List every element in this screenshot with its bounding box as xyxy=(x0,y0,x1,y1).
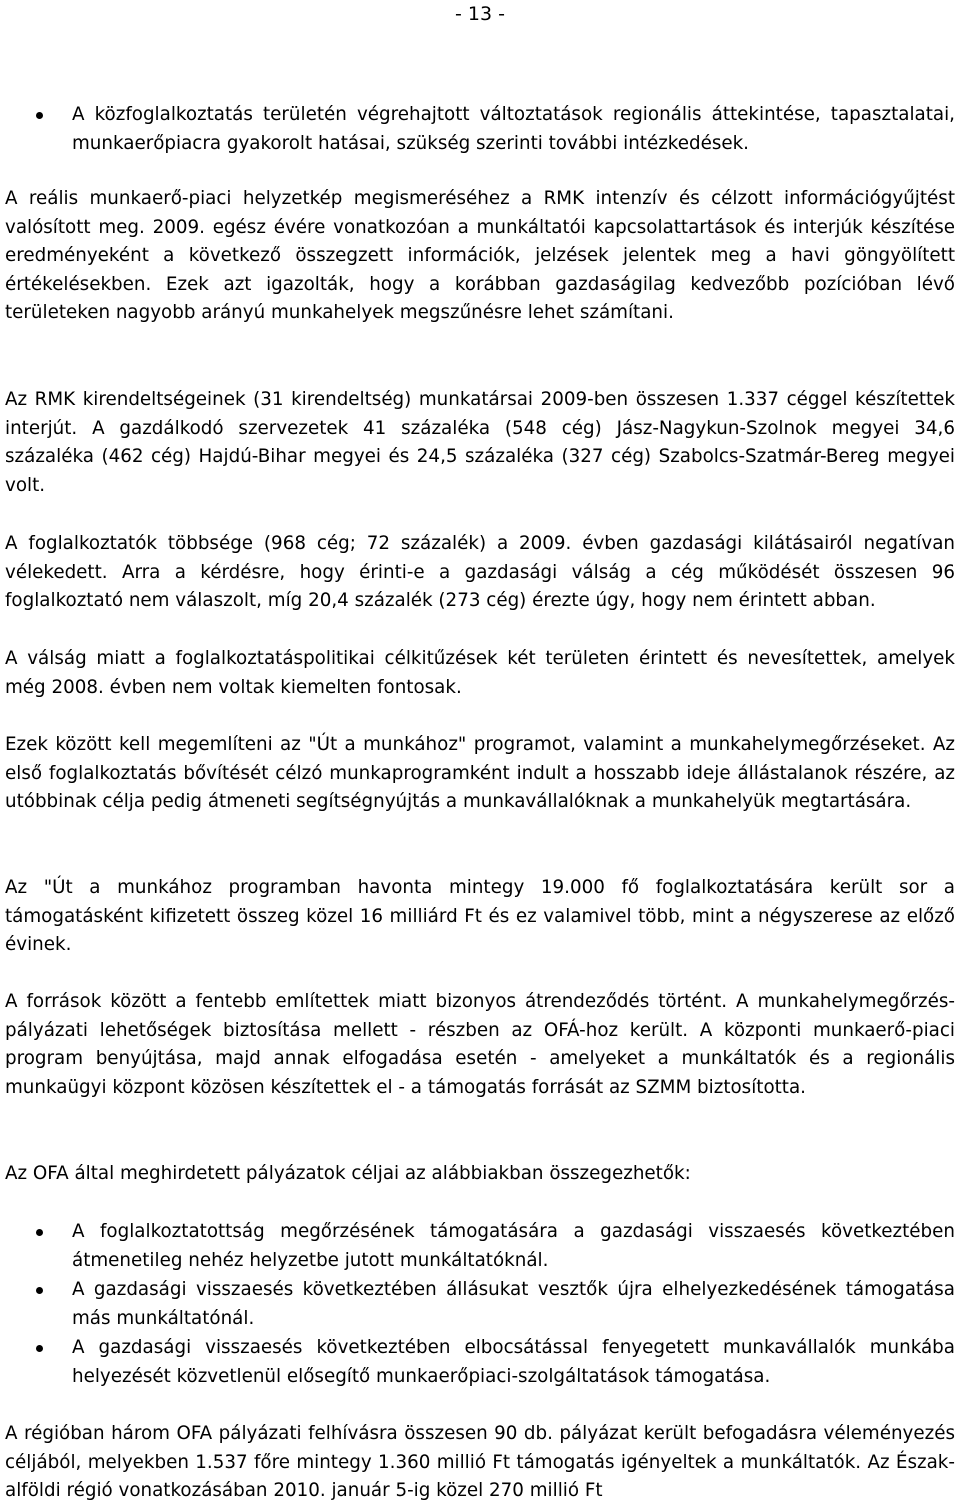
bullet-icon xyxy=(36,1345,43,1352)
intro-bullet-item xyxy=(5,101,955,158)
paragraph-funding-sources: A források között a fentebb említettek miatt bizonyos átrendeződés történt. A munkahelymegőrzés- pályázati lehetőségek biztosítása mellett - részben az OFÁ-hoz került. A központi munkaerő-piaci program benyújtása, majd annak elfogadása esetén - amelyeket a munkáltatók és a regionális munkaügyi központ közösen készítettek el - a támogatás forrását az SZMM biztosította. xyxy=(5,991,955,1098)
ofa-goal-item xyxy=(5,1334,955,1391)
paragraph-employer-outlook: A foglalkoztatók többsége (968 cég; 72 százalék) a 2009. évben gazdasági kilátásairól negatívan vélekedett. Arra a kérdésre, hogy érinti-e a gazdasági válság a cég működését összesen 96 foglalkoztató nem válaszolt, míg 20,4 százalék (273 cég) érezte úgy, hogy nem érintett abban. xyxy=(5,533,955,612)
ofa-goal-item xyxy=(5,1218,955,1275)
ofa-goal-text: A gazdasági visszaesés következtében elbocsátással fenyegetett munkavállalók munkába helyezését közvetlenül elősegítő munkaerőpiaci-szolgáltatások támogatása. xyxy=(72,1337,955,1387)
paragraph-interviews: Az RMK kirendeltségeinek (31 kirendeltség) munkatársai 2009-ben összesen 1.337 céggel készítettek interjút. A gazdálkodó szervezetek 41 százaléka (548 cég) Jász-Nagykun-Szolnok megyei 34,6 százaléka (462 cég) Hajdú-Bihar megyei és 24,5 százaléka (327 cég) Szabolcs-Szatmár-Bereg megyei volt. xyxy=(5,389,955,496)
bullet-icon xyxy=(36,1287,43,1294)
ofa-goal-text: A foglalkoztatottság megőrzésének támogatására a gazdasági visszaesés következtében átmenetileg nehéz helyzetbe jutott munkáltatóknál. xyxy=(72,1221,955,1271)
ofa-goal-item xyxy=(5,1276,955,1333)
paragraph-ofa-intro: Az OFA által meghirdetett pályázatok céljai az alábbiakban összegezhetők: xyxy=(5,1163,691,1184)
ofa-goal-text: A gazdasági visszaesés következtében állásukat vesztők újra elhelyezkedésének támogatása más munkáltatónál. xyxy=(72,1279,955,1329)
page-number: - 13 - xyxy=(455,3,505,25)
bullet-icon xyxy=(36,1229,43,1236)
paragraph-information-gathering: A reális munkaerő-piaci helyzetkép megismeréséhez a RMK intenzív és célzott információgyűjtést valósított meg. 2009. egész évére vonatkozóan a munkáltatói kapcsolattartások és interjúk készítése eredményeként a következő összegzett információk, jelzések jelentek meg a havi göngyölített értékelésekben. Ezek azt igazolták, hogy a korábban gazdaságilag kedvezőbb pozícióban lévő területeken nagyobb arányú munkahelyek megszűnésre lehet számítani. xyxy=(5,188,955,324)
paragraph-program-stats: Az "Út a munkához programban havonta mintegy 19.000 fő foglalkoztatására került sor a támogatásként kifizetett összeg közel 16 milliárd Ft és ez valamivel több, mint a négyszerese az előző évinek. xyxy=(5,877,955,956)
intro-bullet-text: A közfoglalkoztatás területén végrehajtott változtatások regionális áttekintése, tapasztalatai, munkaerőpiacra gyakorolt hatásai, szükség szerinti további intézkedések. xyxy=(72,104,955,154)
paragraph-policy-goals: A válság miatt a foglalkoztatáspolitikai célkitűzések két területen érintett és nevesítettek, amelyek még 2008. évben nem voltak kiemelten fontosak. xyxy=(5,648,955,698)
paragraph-ut-a-munkahoz: Ezek között kell megemlíteni az "Út a munkához" programot, valamint a munkahelymegőrzéseket. Az első foglalkoztatás bővítését célzó munkaprogramként indult a hosszabb ideje állástalanok részére, az utóbbinak célja pedig átmeneti segítségnyújtás a munkavállalóknak a munkahelyük megtartására. xyxy=(5,734,955,813)
paragraph-regional-applications: A régióban három OFA pályázati felhívásra összesen 90 db. pályázat került befogadásra véleményezés céljából, melyekben 1.537 főre mintegy 1.360 millió Ft támogatás igényeltek a munkáltatók. Az Észak-alföldi régió vonatkozásában 2010. január 5-ig közel 270 millió Ft xyxy=(5,1423,955,1502)
bullet-icon xyxy=(36,112,43,119)
